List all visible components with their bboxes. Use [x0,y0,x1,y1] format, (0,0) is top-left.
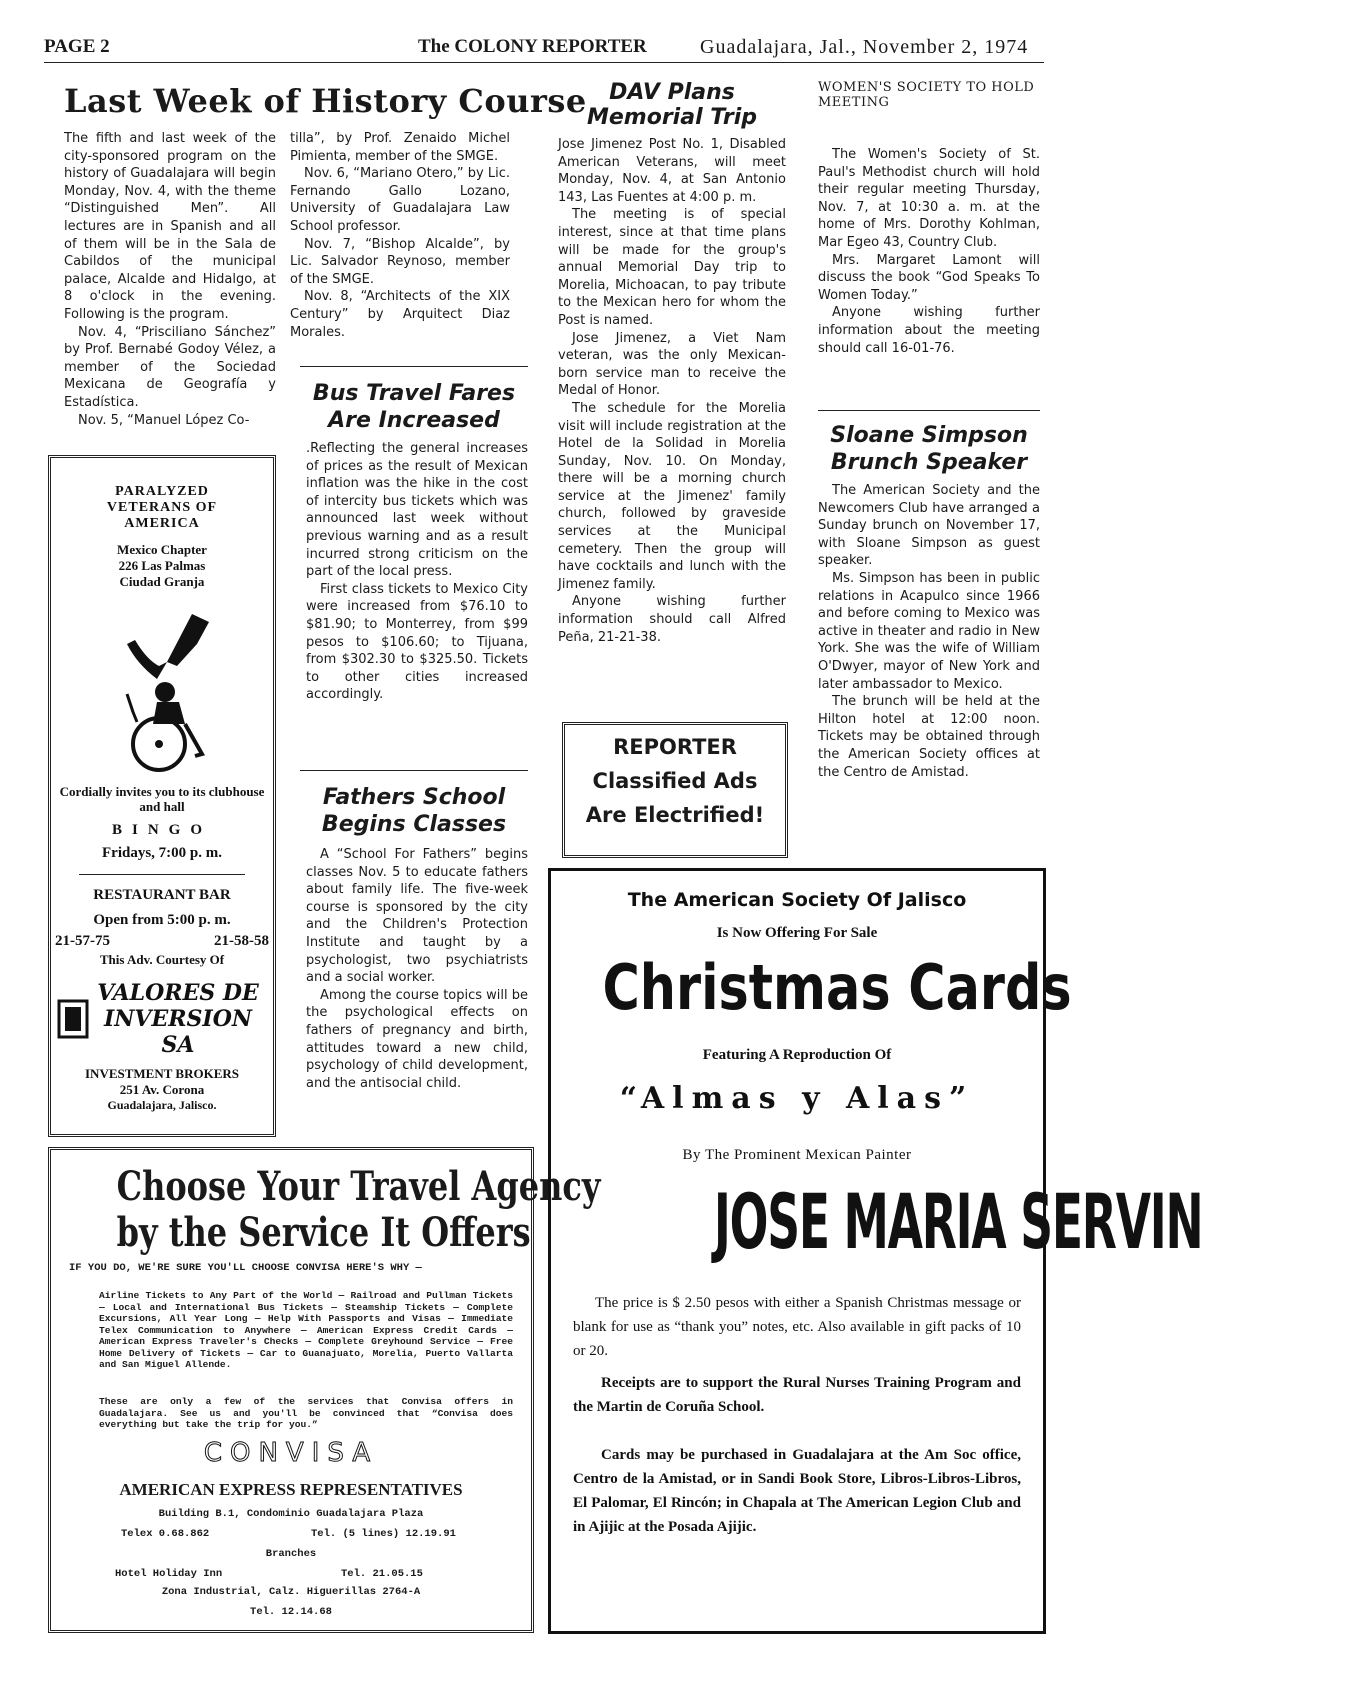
classified-ad [562,722,788,858]
convisa-building: Building B.1, Condominio Guadalajara Plaza [158,1508,424,1520]
convisa-reps: AMERICAN EXPRESS REPRESENTATIVES [119,1480,463,1499]
convisa-zona: Zona Industrial, Calz. Higuerillas 2764-A [161,1586,421,1598]
pva-ad [48,455,276,1137]
xmas-price: The price is $ 2.50 pesos with either a Spanish Christmas message or blank for use as “thank you” notes, etc. Also available in gift packs of 10 or 20. [573,1295,1021,1359]
convisa-headline: Choose Your Travel Agency [116,1163,601,1210]
sloane-para: The brunch will be held at the Hilton hotel at 12:00 noon. Tickets may be obtained through the American Society offices at the Centro de Amistad. [818,694,1040,780]
pva-brokers: INVESTMENT BROKERS [85,1066,239,1081]
page-number: PAGE 2 [44,36,110,57]
xmas-painter: JOSE MARIA SERVIN [713,1177,1203,1266]
convisa-intro: IF YOU DO, WE'RE SURE YOU'LL CHOOSE CONVISA HERE'S WHY — [69,1262,422,1274]
rule [818,410,1040,411]
history-col2 [290,130,510,341]
bus-headline: Bus Travel Fares Are Increased [312,381,516,433]
dav-body [558,136,786,646]
pva-address: 226 Las Palmas [118,558,206,573]
dav-headline: DAV Plans Memorial Trip [586,80,758,130]
sloane-para: Ms. Simpson has been in public relations in Acapulco since 1966 and before coming to Mexico was active in theater and radio in New York. She was the wife of William O'Dwyer, mayor of New York and later ambassador to Mexico. [818,570,1040,692]
convisa-hotel: Hotel Holiday Inn [115,1568,223,1580]
pva-courtesy: This Adv. Courtesy Of [99,952,225,967]
convisa-telex: Telex 0.68.862 [121,1528,210,1540]
womens-para: Mrs. Margaret Lamont will discuss the book “God Speaks To Women Today.” [818,252,1040,303]
pva-bingo-time: Fridays, 7:00 p. m. [102,845,222,861]
history-headline: Last Week of History Course [64,82,587,120]
history-para: Nov. 6, “Mariano Otero,” by Lic. Fernando Gallo Lozano, University of Guadalajara Law School professor. [290,166,510,234]
xmas-purchase: Cards may be purchased in Guadalajara at the Am Soc office, Centro de la Amistad, or in Sandi Book Store, Libros-Libros-Libros, El Palomar, El Rincón; in Chapala at The American Legion Club and in Ajijic at the Posada Ajijic. [573,1447,1021,1535]
dav-para: The meeting is of special interest, since at that time plans will be made for the group's annual Memorial Day trip to Morelia, Michoacan, to pay tribute to the Mexican hero for whom the Post is named. [558,207,786,328]
convisa-headline: by the Service It Offers [116,1209,531,1256]
convisa-services: Airline Tickets to Any Part of the World — Railroad and Pullman Tickets — Local and International Bus Tickets — Steamship Tickets — Complete Excursions, All Year Long — Help With Passports and Visas — Immediate Telex Communication to Anywhere — American Express Credit Cards — American Express Traveler's Checks — Complete Greyhound Service — Free Home Delivery of Tickets — Car to Guanajuato, Morelia, Puerto Vallarta and San Miguel Allende. [99,1290,513,1370]
pva-invites: Cordially invites you to its clubhouse and hall [59,784,265,814]
valores-logo-line2: INVERSION SA [104,1006,252,1058]
convisa-zona-tel: Tel. 12.14.68 [250,1606,332,1618]
womens-para: Anyone wishing further information about the meeting should call 16-01-76. [818,305,1040,356]
fathers-body [306,846,528,1092]
pva-brokers-city: Guadalajara, Jalisco. [107,1098,217,1112]
sloane-body [818,482,1040,781]
pva-bingo: BINGO [111,822,212,838]
convisa-branches: Branches [265,1548,317,1560]
womens-para: The Women's Society of St. Paul's Methodist church will hold their regular meeting Thursday, Nov. 7, at 10:30 a. m. at the home of Mrs. Dorothy Kohlman, Mar Egeo 43, Country Club. [818,147,1040,250]
xmas-by: By The Prominent Mexican Painter [682,1147,912,1163]
pva-chapter: Mexico Chapter [117,542,207,557]
sloane-headline: Sloane Simpson Brunch Speaker [830,423,1028,475]
xmas-featuring: Featuring A Reproduction Of [702,1047,892,1063]
valores-logo-icon [57,999,89,1039]
sloane-para: The American Society and the Newcomers Club have arranged a Sunday brunch on November 17, with Sloane Simpson as guest speaker. [818,483,1040,569]
dav-para: Jose Jimenez, a Viet Nam veteran, was the only Mexican-born service man to receive the Medal of Honor. [558,330,786,399]
convisa-logo: CONVISA [203,1438,379,1468]
xmas-title: Christmas Cards [602,951,1072,1024]
fathers-para: Among the course topics will be the psychological effects on fathers of pregnancy and birth, attitudes toward a new child, psychology of child development, and the antisocial child. [306,987,529,1091]
wheelchair-illustration [97,604,227,774]
classified-line1: REPORTER [613,735,737,759]
dav-para: The schedule for the Morelia visit will include registration at the Hotel de la Solidad in Morelia Sunday, Nov. 10. On Monday, there will be a morning church service at the Jimenez' family church, followed by graveside services at the Municipal cemetery. Then the group will have cocktails and lunch with the Jimenez family. [558,400,786,592]
xmas-receipts: Receipts are to support the Rural Nurses Training Program and the Martin de Coruña School. [573,1375,1021,1415]
convisa-closing: These are only a few of the services that Convisa offers in Guadalajara. See us and you'll be convinced that “Convisa does everything but take the trip for you.” [99,1396,513,1430]
rule [300,366,528,367]
valores-logo-line1: VALORES DE [97,980,259,1006]
pva-tel: 21-57-75 [55,933,110,949]
pva-city: Ciudad Granja [119,574,205,589]
convisa-tel: Tel. (5 lines) 12.19.91 [311,1528,456,1540]
bus-para: .Reflecting the general increases of prices as the result of Mexican inflation was the hike in the cost of intercity bus tickets which was announced last week without previous warning and as a result incurred strong criticism on the part of the local press. [306,441,528,580]
fathers-headline: Fathers School Begins Classes [321,785,507,837]
pva-open: Open from 5:00 p. m. [93,912,231,928]
pva-restaurant: RESTAURANT BAR [93,887,231,903]
history-para: Nov. 8, “Architects of the XIX Century” by Arquitect Diaz Morales. [290,289,510,340]
history-para: Nov. 5, “Manuel López Co- [78,412,250,428]
dav-para: Anyone wishing further information should call Alfred Peña, 21-21-38. [558,594,786,645]
xmas-offering: Is Now Offering For Sale [716,925,878,941]
xmas-work: “Almas y Alas” [619,1081,975,1116]
pva-tel: 21-58-58 [214,933,269,949]
womens-headline: WOMEN'S SOCIETY TO HOLD MEETING [818,80,1035,110]
dateline: Guadalajara, Jal., November 2, 1974 [700,36,1029,58]
xmas-ad [548,868,1203,1634]
rule [300,770,528,771]
xmas-society: The American Society Of Jalisco [627,889,967,911]
pva-title: PARALYZED VETERANS OF AMERICA [106,484,218,531]
fathers-para: A “School For Fathers” begins classes Nov. 5 to educate fathers about family life. The five-week course is sponsored by the city and the Children's Protection Institute and taught by a psychologist, two psychiatrists and a social worker. [306,847,528,986]
bus-body [306,440,528,704]
pva-brokers-addr: 251 Av. Corona [119,1082,205,1097]
womens-body [818,146,1040,357]
dav-para: Jose Jimenez Post No. 1, Disabled American Veterans, will meet Monday, Nov. 4, at San Antonio 143, Las Fuentes at 4:00 p. m. [558,137,786,205]
classified-line3: Are Electrified! [585,803,765,827]
history-para: The fifth and last week of the city-sponsored program on the history of Guadalajara will begin Monday, Nov. 4, with the theme “Distinguished Men”. All lectures are in Spanish and all of them will be in the Sala de Cabildos of the municipal palace, Alcalde and Hidalgo, at 8 o'clock in the evening. Following is the program. [64,131,276,322]
convisa-hotel-tel: Tel. 21.05.15 [341,1568,423,1580]
history-col1 [64,130,276,429]
masthead-rule [44,62,1044,63]
paper-name: The COLONY REPORTER [418,36,647,57]
history-para: Nov. 7, “Bishop Alcalde”, by Lic. Salvador Reynoso, member of the SMGE. [290,236,510,287]
history-para: Nov. 4, “Prisciliano Sánchez” by Prof. Bernabé Godoy Vélez, a member of the Sociedad Mexicana de Geografía y Estadística. [64,324,276,410]
bus-para: First class tickets to Mexico City were increased from $76.10 to $81.90; to Monterrey, from $99 pesos to $106.60; to Tijuana, from $302.30 to $325.50. Tickets to other cities increased accordingly. [306,581,528,703]
history-para: tilla”, by Prof. Zenaido Michel Pimienta, member of the SMGE. [290,131,510,164]
classified-line2: Classified Ads [592,769,758,793]
convisa-ad [48,1147,601,1633]
